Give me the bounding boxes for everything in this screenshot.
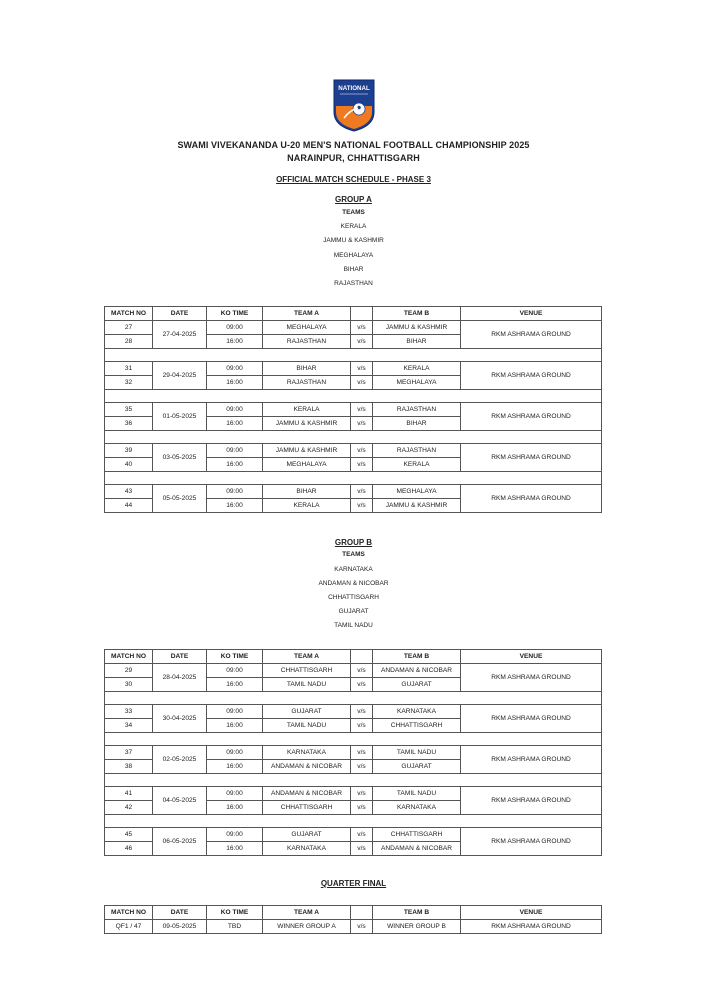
- ko-time: 16:00: [207, 376, 263, 390]
- column-header: TEAM B: [373, 650, 461, 664]
- team-b: CHHATTISGARH: [373, 828, 461, 842]
- group-b-team: ANDAMAN & NICOBAR: [318, 580, 389, 587]
- table-row: [105, 705, 602, 719]
- match-date: 27-04-2025: [153, 321, 207, 349]
- versus: v/s: [351, 362, 373, 376]
- match-date: 28-04-2025: [153, 664, 207, 692]
- team-a: KARNATAKA: [263, 746, 351, 760]
- match-no: 32: [105, 376, 153, 390]
- ko-time: 16:00: [207, 499, 263, 513]
- team-a: ANDAMAN & NICOBAR: [263, 760, 351, 774]
- team-b: KERALA: [373, 362, 461, 376]
- venue: RKM ASHRAMA GROUND: [461, 746, 602, 774]
- table-row: [105, 787, 602, 801]
- ko-time: 09:00: [207, 705, 263, 719]
- team-b: TAMIL NADU: [373, 787, 461, 801]
- team-b: KERALA: [373, 458, 461, 472]
- spacer-row: [105, 774, 602, 787]
- group-a-team: JAMMU & KASHMIR: [323, 237, 384, 244]
- column-header: TEAM B: [373, 906, 461, 920]
- column-header: KO TIME: [207, 906, 263, 920]
- team-b: BIHAR: [373, 417, 461, 431]
- team-b: WINNER GROUP B: [373, 920, 461, 934]
- team-a: CHHATTISGARH: [263, 664, 351, 678]
- column-header: VENUE: [461, 906, 602, 920]
- group-b-schedule-table: [104, 649, 602, 856]
- team-b: KARNATAKA: [373, 801, 461, 815]
- venue: RKM ASHRAMA GROUND: [461, 485, 602, 513]
- ko-time: 09:00: [207, 664, 263, 678]
- column-header: TEAM A: [263, 307, 351, 321]
- ko-time: 16:00: [207, 760, 263, 774]
- column-header: MATCH NO: [105, 307, 153, 321]
- versus: v/s: [351, 403, 373, 417]
- spacer-row: [105, 390, 602, 403]
- team-b: KARNATAKA: [373, 705, 461, 719]
- ko-time: 16:00: [207, 842, 263, 856]
- ko-time: 09:00: [207, 444, 263, 458]
- column-header: MATCH NO: [105, 650, 153, 664]
- team-a: WINNER GROUP A: [263, 920, 351, 934]
- venue: RKM ASHRAMA GROUND: [461, 787, 602, 815]
- versus: v/s: [351, 719, 373, 733]
- versus: v/s: [351, 485, 373, 499]
- table-row: [105, 920, 602, 934]
- match-no: 39: [105, 444, 153, 458]
- team-a: JAMMU & KASHMIR: [263, 444, 351, 458]
- versus: v/s: [351, 664, 373, 678]
- ko-time: 16:00: [207, 801, 263, 815]
- match-date: 04-05-2025: [153, 787, 207, 815]
- table-row: [105, 362, 602, 376]
- venue: RKM ASHRAMA GROUND: [461, 321, 602, 349]
- group-b-team: CHHATTISGARH: [328, 594, 379, 601]
- match-no: 28: [105, 335, 153, 349]
- match-no: 46: [105, 842, 153, 856]
- ko-time: 09:00: [207, 787, 263, 801]
- quarter-final-table: [104, 905, 602, 934]
- venue: RKM ASHRAMA GROUND: [461, 444, 602, 472]
- ko-time: 09:00: [207, 362, 263, 376]
- team-a: KERALA: [263, 499, 351, 513]
- versus: v/s: [351, 828, 373, 842]
- match-no: 35: [105, 403, 153, 417]
- versus: v/s: [351, 321, 373, 335]
- versus: v/s: [351, 444, 373, 458]
- team-b: GUJARAT: [373, 678, 461, 692]
- column-header: [351, 906, 373, 920]
- versus: v/s: [351, 678, 373, 692]
- match-no: 40: [105, 458, 153, 472]
- team-a: RAJASTHAN: [263, 376, 351, 390]
- team-b: MEGHALAYA: [373, 485, 461, 499]
- column-header: [351, 650, 373, 664]
- team-a: BIHAR: [263, 362, 351, 376]
- match-no: 27: [105, 321, 153, 335]
- team-a: MEGHALAYA: [263, 321, 351, 335]
- versus: v/s: [351, 335, 373, 349]
- versus: v/s: [351, 417, 373, 431]
- schedule-title: OFFICIAL MATCH SCHEDULE - PHASE 3: [276, 175, 431, 184]
- table-row: [105, 746, 602, 760]
- column-header: MATCH NO: [105, 906, 153, 920]
- match-no: 31: [105, 362, 153, 376]
- ko-time: 09:00: [207, 828, 263, 842]
- team-b: GUJARAT: [373, 760, 461, 774]
- column-header: KO TIME: [207, 650, 263, 664]
- team-b: ANDAMAN & NICOBAR: [373, 664, 461, 678]
- team-a: ANDAMAN & NICOBAR: [263, 787, 351, 801]
- spacer-cell: [105, 472, 602, 485]
- team-b: JAMMU & KASHMIR: [373, 499, 461, 513]
- venue: RKM ASHRAMA GROUND: [461, 362, 602, 390]
- svg-text:NATIONAL: NATIONAL: [338, 85, 370, 92]
- table-row: [105, 664, 602, 678]
- match-no: 44: [105, 499, 153, 513]
- championship-logo: [332, 78, 376, 132]
- match-date: 09-05-2025: [153, 920, 207, 934]
- team-a: TAMIL NADU: [263, 678, 351, 692]
- match-no: 30: [105, 678, 153, 692]
- team-b: BIHAR: [373, 335, 461, 349]
- ko-time: TBD: [207, 920, 263, 934]
- ko-time: 09:00: [207, 321, 263, 335]
- championship-title: SWAMI VIVEKANANDA U-20 MEN'S NATIONAL FOOTBALL CHAMPIONSHIP 2025: [177, 140, 530, 150]
- versus: v/s: [351, 458, 373, 472]
- team-b: MEGHALAYA: [373, 376, 461, 390]
- team-a: KERALA: [263, 403, 351, 417]
- ko-time: 16:00: [207, 335, 263, 349]
- column-header: VENUE: [461, 650, 602, 664]
- match-date: 30-04-2025: [153, 705, 207, 733]
- versus: v/s: [351, 760, 373, 774]
- spacer-row: [105, 349, 602, 362]
- team-a: RAJASTHAN: [263, 335, 351, 349]
- group-a-title: GROUP A: [335, 195, 372, 204]
- column-header: TEAM A: [263, 906, 351, 920]
- team-a: KARNATAKA: [263, 842, 351, 856]
- match-date: 29-04-2025: [153, 362, 207, 390]
- column-header: TEAM B: [373, 307, 461, 321]
- match-no: 36: [105, 417, 153, 431]
- group-a-team: BIHAR: [343, 266, 364, 273]
- versus: v/s: [351, 801, 373, 815]
- venue: RKM ASHRAMA GROUND: [461, 828, 602, 856]
- team-b: JAMMU & KASHMIR: [373, 321, 461, 335]
- team-b: CHHATTISGARH: [373, 719, 461, 733]
- column-header: KO TIME: [207, 307, 263, 321]
- spacer-row: [105, 692, 602, 705]
- venue: RKM ASHRAMA GROUND: [461, 920, 602, 934]
- match-no: 45: [105, 828, 153, 842]
- versus: v/s: [351, 499, 373, 513]
- spacer-cell: [105, 815, 602, 828]
- ko-time: 16:00: [207, 678, 263, 692]
- group-b-team: TAMIL NADU: [334, 622, 373, 629]
- team-b: RAJASTHAN: [373, 403, 461, 417]
- team-a: BIHAR: [263, 485, 351, 499]
- ko-time: 16:00: [207, 719, 263, 733]
- versus: v/s: [351, 746, 373, 760]
- table-row: [105, 485, 602, 499]
- championship-location: NARAINPUR, CHHATTISGARH: [287, 153, 420, 163]
- match-date: 02-05-2025: [153, 746, 207, 774]
- team-b: TAMIL NADU: [373, 746, 461, 760]
- versus: v/s: [351, 842, 373, 856]
- team-a: JAMMU & KASHMIR: [263, 417, 351, 431]
- match-no: 42: [105, 801, 153, 815]
- match-no: 34: [105, 719, 153, 733]
- spacer-cell: [105, 774, 602, 787]
- ko-time: 09:00: [207, 485, 263, 499]
- match-no: 37: [105, 746, 153, 760]
- spacer-row: [105, 472, 602, 485]
- versus: v/s: [351, 787, 373, 801]
- team-b: ANDAMAN & NICOBAR: [373, 842, 461, 856]
- spacer-cell: [105, 390, 602, 403]
- team-a: GUJARAT: [263, 828, 351, 842]
- venue: RKM ASHRAMA GROUND: [461, 403, 602, 431]
- match-no: 43: [105, 485, 153, 499]
- column-header: TEAM A: [263, 650, 351, 664]
- ko-time: 09:00: [207, 746, 263, 760]
- ko-time: 09:00: [207, 403, 263, 417]
- table-row: [105, 828, 602, 842]
- column-header: DATE: [153, 307, 207, 321]
- match-no: QF1 / 47: [105, 920, 153, 934]
- column-header: VENUE: [461, 307, 602, 321]
- group-a-team: KERALA: [340, 223, 367, 230]
- match-no: 29: [105, 664, 153, 678]
- table-row: [105, 321, 602, 335]
- match-no: 41: [105, 787, 153, 801]
- quarter-final-title: QUARTER FINAL: [320, 879, 387, 888]
- spacer-cell: [105, 431, 602, 444]
- spacer-row: [105, 815, 602, 828]
- group-a-teams-label: TEAMS: [342, 209, 365, 216]
- spacer-cell: [105, 692, 602, 705]
- match-date: 05-05-2025: [153, 485, 207, 513]
- column-header: DATE: [153, 906, 207, 920]
- group-b-team: GUJARAT: [338, 608, 369, 615]
- spacer-cell: [105, 349, 602, 362]
- venue: RKM ASHRAMA GROUND: [461, 664, 602, 692]
- column-header: DATE: [153, 650, 207, 664]
- match-date: 03-05-2025: [153, 444, 207, 472]
- match-date: 01-05-2025: [153, 403, 207, 431]
- team-b: RAJASTHAN: [373, 444, 461, 458]
- column-header: [351, 307, 373, 321]
- versus: v/s: [351, 920, 373, 934]
- match-no: 33: [105, 705, 153, 719]
- team-a: TAMIL NADU: [263, 719, 351, 733]
- team-a: GUJARAT: [263, 705, 351, 719]
- group-a-team: MEGHALAYA: [333, 252, 374, 259]
- group-a-team: RAJASTHAN: [334, 280, 373, 287]
- match-date: 06-05-2025: [153, 828, 207, 856]
- table-row: [105, 403, 602, 417]
- spacer-row: [105, 431, 602, 444]
- group-b-title: GROUP B: [334, 538, 373, 547]
- match-no: 38: [105, 760, 153, 774]
- spacer-row: [105, 733, 602, 746]
- spacer-cell: [105, 733, 602, 746]
- group-a-schedule-table: [104, 306, 602, 513]
- ko-time: 16:00: [207, 458, 263, 472]
- venue: RKM ASHRAMA GROUND: [461, 705, 602, 733]
- table-row: [105, 444, 602, 458]
- group-b-teams-label: TEAMS: [342, 551, 365, 558]
- ko-time: 16:00: [207, 417, 263, 431]
- team-a: MEGHALAYA: [263, 458, 351, 472]
- team-a: CHHATTISGARH: [263, 801, 351, 815]
- versus: v/s: [351, 705, 373, 719]
- versus: v/s: [351, 376, 373, 390]
- group-b-team: KARNATAKA: [334, 566, 373, 573]
